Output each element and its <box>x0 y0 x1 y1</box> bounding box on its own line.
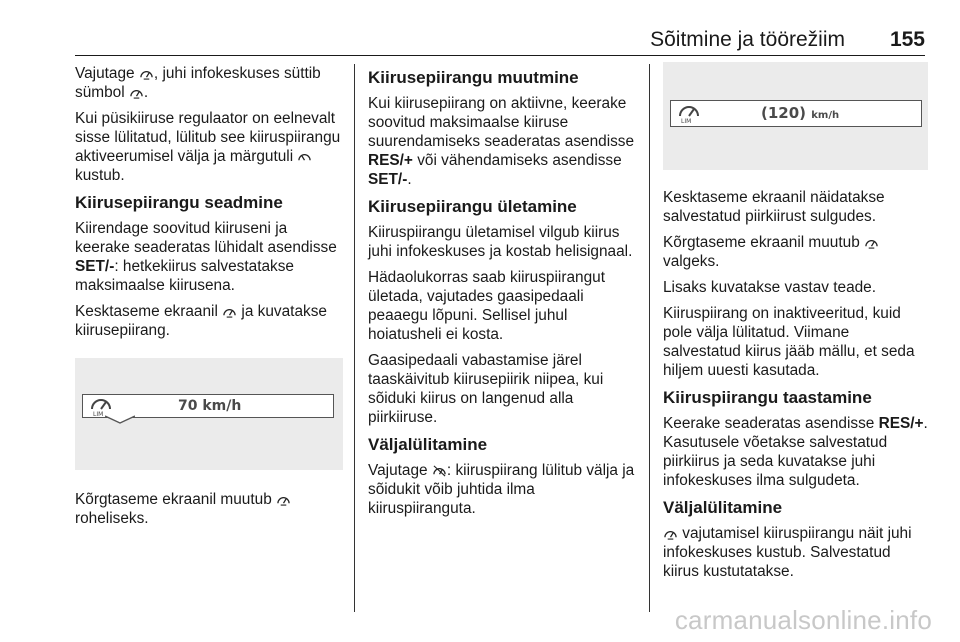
paragraph: Vajutage : kiiruspiirang lülitub välja ja sõidukit võib juhtida ilma kiiruspiiranguta. <box>368 462 635 517</box>
speed-limiter-icon <box>89 396 117 416</box>
paragraph: Kui püsikiiruse regulaator on eelnevalt sisse lülitatud, lülitub see kiiruspiirangu aktiveerumisel välja ja märgutuli kustub. <box>75 110 341 184</box>
speed-value: (120) km/h <box>761 104 840 122</box>
speed-limiter-icon <box>677 102 705 124</box>
paragraph: Kesktaseme ekraanil ja kuvatakse kiirusepiirang. <box>75 303 327 339</box>
section-heading: Kiirusepiirangu seadmine <box>75 193 283 212</box>
paragraph: Hädaolukorras saab kiiruspiirangut ületada, vajutades gaasipedaali peaaegu lõpuni. Sellisel juhul hoiatusheli ei kosta. <box>368 269 605 343</box>
speed-limiter-off-icon <box>432 464 447 477</box>
paragraph: Kõrgtaseme ekraanil muutub valgeks. <box>663 233 928 271</box>
lim-label: LIM <box>93 411 104 416</box>
speed-limiter-icon <box>129 86 144 99</box>
column-2 <box>368 64 640 525</box>
paragraph: Lisaks kuvatakse vastav teade. <box>663 279 877 296</box>
page-header <box>75 22 925 52</box>
display-notch <box>105 414 135 424</box>
section-heading: Kiiruspiirangu taastamine <box>663 388 872 407</box>
speed-limiter-icon <box>663 527 678 540</box>
page-number: 155 <box>889 28 925 51</box>
speed-limiter-icon <box>864 236 879 249</box>
section-heading: Kiirusepiirangu muutmine <box>368 68 579 87</box>
paragraph: vajutamisel kiiruspiirangu näit juhi infokeskuses kustub. Salvestatud kiirus kustutatakse. <box>663 525 912 580</box>
display-panel <box>670 100 922 127</box>
page-title: Sõitmine ja töörežiim <box>650 28 845 51</box>
column-1 <box>75 64 345 535</box>
column-3 <box>663 64 928 588</box>
column-divider <box>649 64 650 612</box>
display-illustration <box>75 358 343 470</box>
section-heading: Väljalülitamine <box>368 435 488 454</box>
paragraph: Kiiruspiirangu ületamisel vilgub kiirus juhi infokeskuses ja kostab helisignaal. <box>368 224 633 260</box>
column-divider <box>354 64 355 612</box>
section-heading: Kiirusepiirangu ületamine <box>368 197 577 216</box>
cruise-control-icon <box>297 150 312 163</box>
speed-limiter-icon <box>139 67 154 80</box>
lim-label: LIM <box>681 118 692 124</box>
paragraph: Kesktaseme ekraanil näidatakse salvestatud piirkiirust sulgudes. <box>663 189 885 225</box>
speed-value: 70 km/h <box>178 398 242 414</box>
paragraph: Vajutage , juhi infokeskuses süttib sümbol . <box>75 65 321 101</box>
paragraph: Kui kiirusepiirang on aktiivne, keerake soovitud maksimaalse kiiruse suurendamiseks seaderatas asendisse RES/+ või vähendamiseks asendisse SET/-. <box>368 95 635 188</box>
speed-unit: km/h <box>811 110 840 121</box>
header-rule <box>75 55 925 56</box>
watermark: carmanualsonline.info <box>674 605 932 635</box>
paragraph: Gaasipedaali vabastamise järel taaskäivitub kiirusepiirik niipea, kui sõiduki kiirus on langenud alla piirkiiruse. <box>368 352 604 426</box>
paragraph: Kiirendage soovitud kiiruseni ja keerake seaderatas lühidalt asendisse SET/-: hetkekiirus salvestatakse maksimaalse kiirusena. <box>75 220 337 294</box>
section-heading: Väljalülitamine <box>663 498 783 517</box>
display-illustration <box>663 62 928 170</box>
paragraph: Kiiruspiirang on inaktiveeritud, kuid pole välja lülitatud. Viimane salvestatud kiirus jääb mällu, et seda hiljem uuesti kasutada. <box>663 305 915 379</box>
speed-limiter-icon <box>222 305 237 318</box>
paragraph: Kõrgtaseme ekraanil muutub roheliseks. <box>75 490 345 528</box>
paragraph: Keerake seaderatas asendisse RES/+. Kasutusele võetakse salvestatud piirkiirus ja seda kuvatakse juhi infokeskuses ilma sulgudeta. <box>663 415 928 489</box>
speed-limiter-icon <box>276 493 291 506</box>
